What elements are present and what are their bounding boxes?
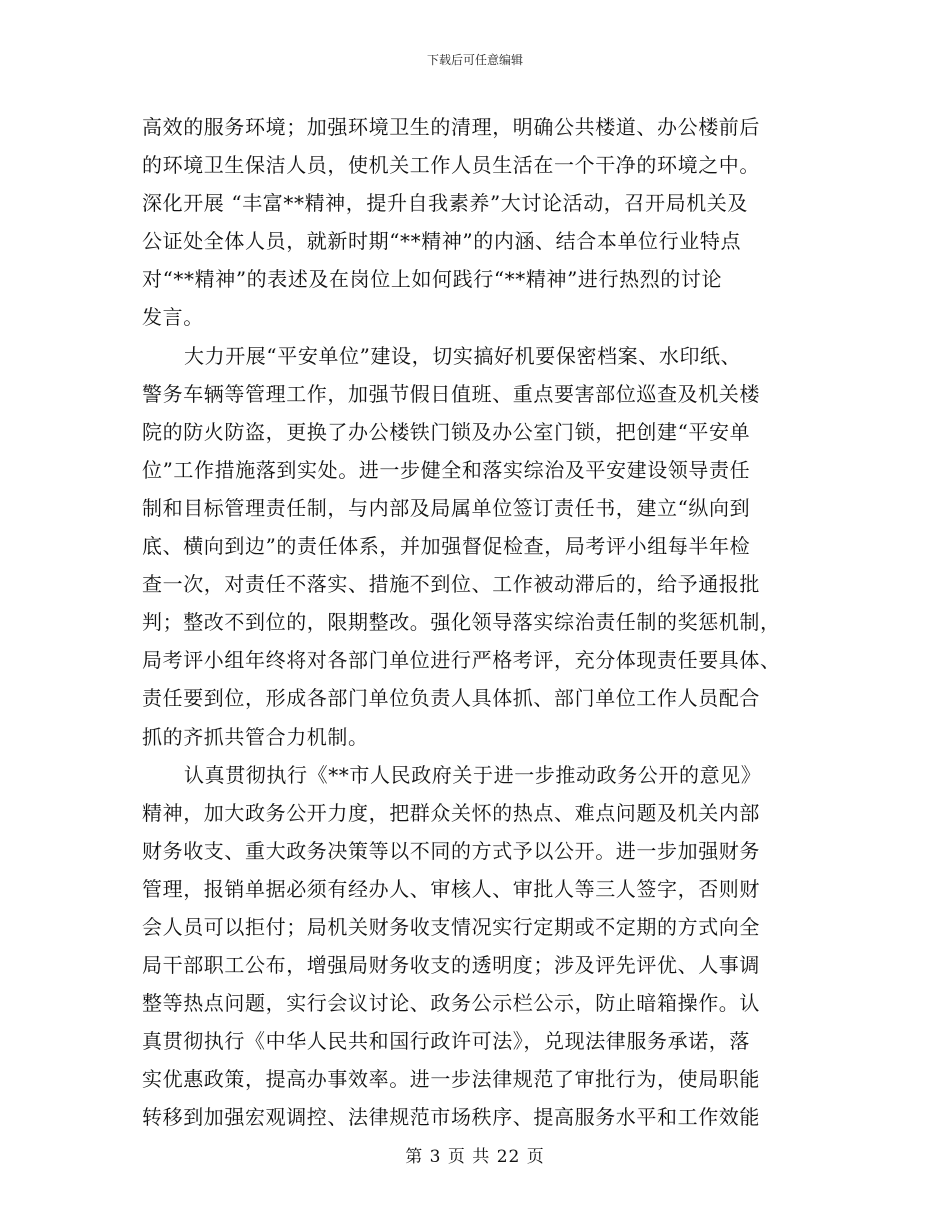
paragraph-3	[142, 756, 807, 1137]
paragraph-1	[142, 108, 807, 337]
text-line: 判；整改不到位的，限期整改。强化领导落实综治责任制的奖惩机制，	[142, 610, 781, 635]
text-line: 公证处全体人员，就新时期“**精神”的内涵、结合本单位行业特点	[142, 229, 742, 254]
text-line: 警务车辆等管理工作，加强节假日值班、重点要害部位巡查及机关楼	[142, 381, 760, 406]
text-line: 转移到加强宏观调控、法律规范市场秩序、提高服务水平和工作效能	[142, 1105, 760, 1130]
text-line: 管理，报销单据必须有经办人、审核人、审批人等三人签字，否则财	[142, 876, 760, 901]
text-line: 底、横向到边”的责任体系，并加强督促检查，局考评小组每半年检	[142, 534, 751, 559]
text-line: 真贯彻执行《中华人民共和国行政许可法》，兑现法律服务承诺，落	[142, 1029, 750, 1054]
text-line: 院的防火防盗，更换了办公楼铁门锁及办公室门锁，把创建“平安单	[142, 419, 751, 444]
page-header: 下载后可任意编辑	[426, 53, 523, 67]
paragraph-2	[142, 337, 807, 756]
text-line: 认真贯彻执行《**市人民政府关于进一步推动政务公开的意见》	[184, 762, 762, 787]
text-line: 实优惠政策，提高办事效率。进一步法律规范了审批行为，使局职能	[142, 1067, 760, 1092]
text-line: 对“**精神”的表述及在岗位上如何践行“**精神”进行热烈的讨论	[142, 267, 723, 292]
text-line: 整等热点问题，实行会议讨论、政务公示栏公示，防止暗箱操作。认	[142, 991, 760, 1016]
text-line: 局干部职工公布，增强局财务收支的透明度；涉及评先评优、人事调	[142, 953, 760, 978]
text-line: 抓的齐抓共管合力机制。	[142, 724, 369, 749]
text-line: 深化开展 “丰富**精神，提升自我素养”大讨论活动，召开局机关及	[142, 191, 749, 216]
text-line: 财务收支、重大政务决策等以不同的方式予以公开。进一步加强财务	[142, 838, 760, 863]
text-line: 位”工作措施落到实处。进一步健全和落实综治及平安建设领导责任	[142, 457, 751, 482]
document-body	[142, 108, 807, 1137]
text-line: 制和目标管理责任制，与内部及局属单位签订责任书，建立“纵向到	[142, 495, 751, 520]
text-line: 精神，加大政务公开力度，把群众关怀的热点、难点问题及机关内部	[142, 800, 760, 825]
text-line: 查一次，对责任不落实、措施不到位、工作被动滞后的，给予通报批	[142, 572, 760, 597]
text-line: 责任要到位，形成各部门单位负责人具体抓、部门单位工作人员配合	[142, 686, 760, 711]
page-number: 第 3 页 共 22 页	[405, 1147, 545, 1167]
text-line: 大力开展“平安单位”建设，切实搞好机要保密档案、水印纸、	[184, 343, 742, 368]
text-line: 发言。	[142, 305, 204, 330]
text-line: 会人员可以拒付；局机关财务收支情况实行定期或不定期的方式向全	[142, 914, 760, 939]
text-line: 的环境卫生保洁人员，使机关工作人员生活在一个干净的环境之中。	[142, 153, 760, 178]
text-line: 高效的服务环境；加强环境卫生的清理，明确公共楼道、办公楼前后	[142, 115, 760, 139]
text-line: 局考评小组年终将对各部门单位进行严格考评，充分体现责任要具体、	[142, 648, 781, 673]
